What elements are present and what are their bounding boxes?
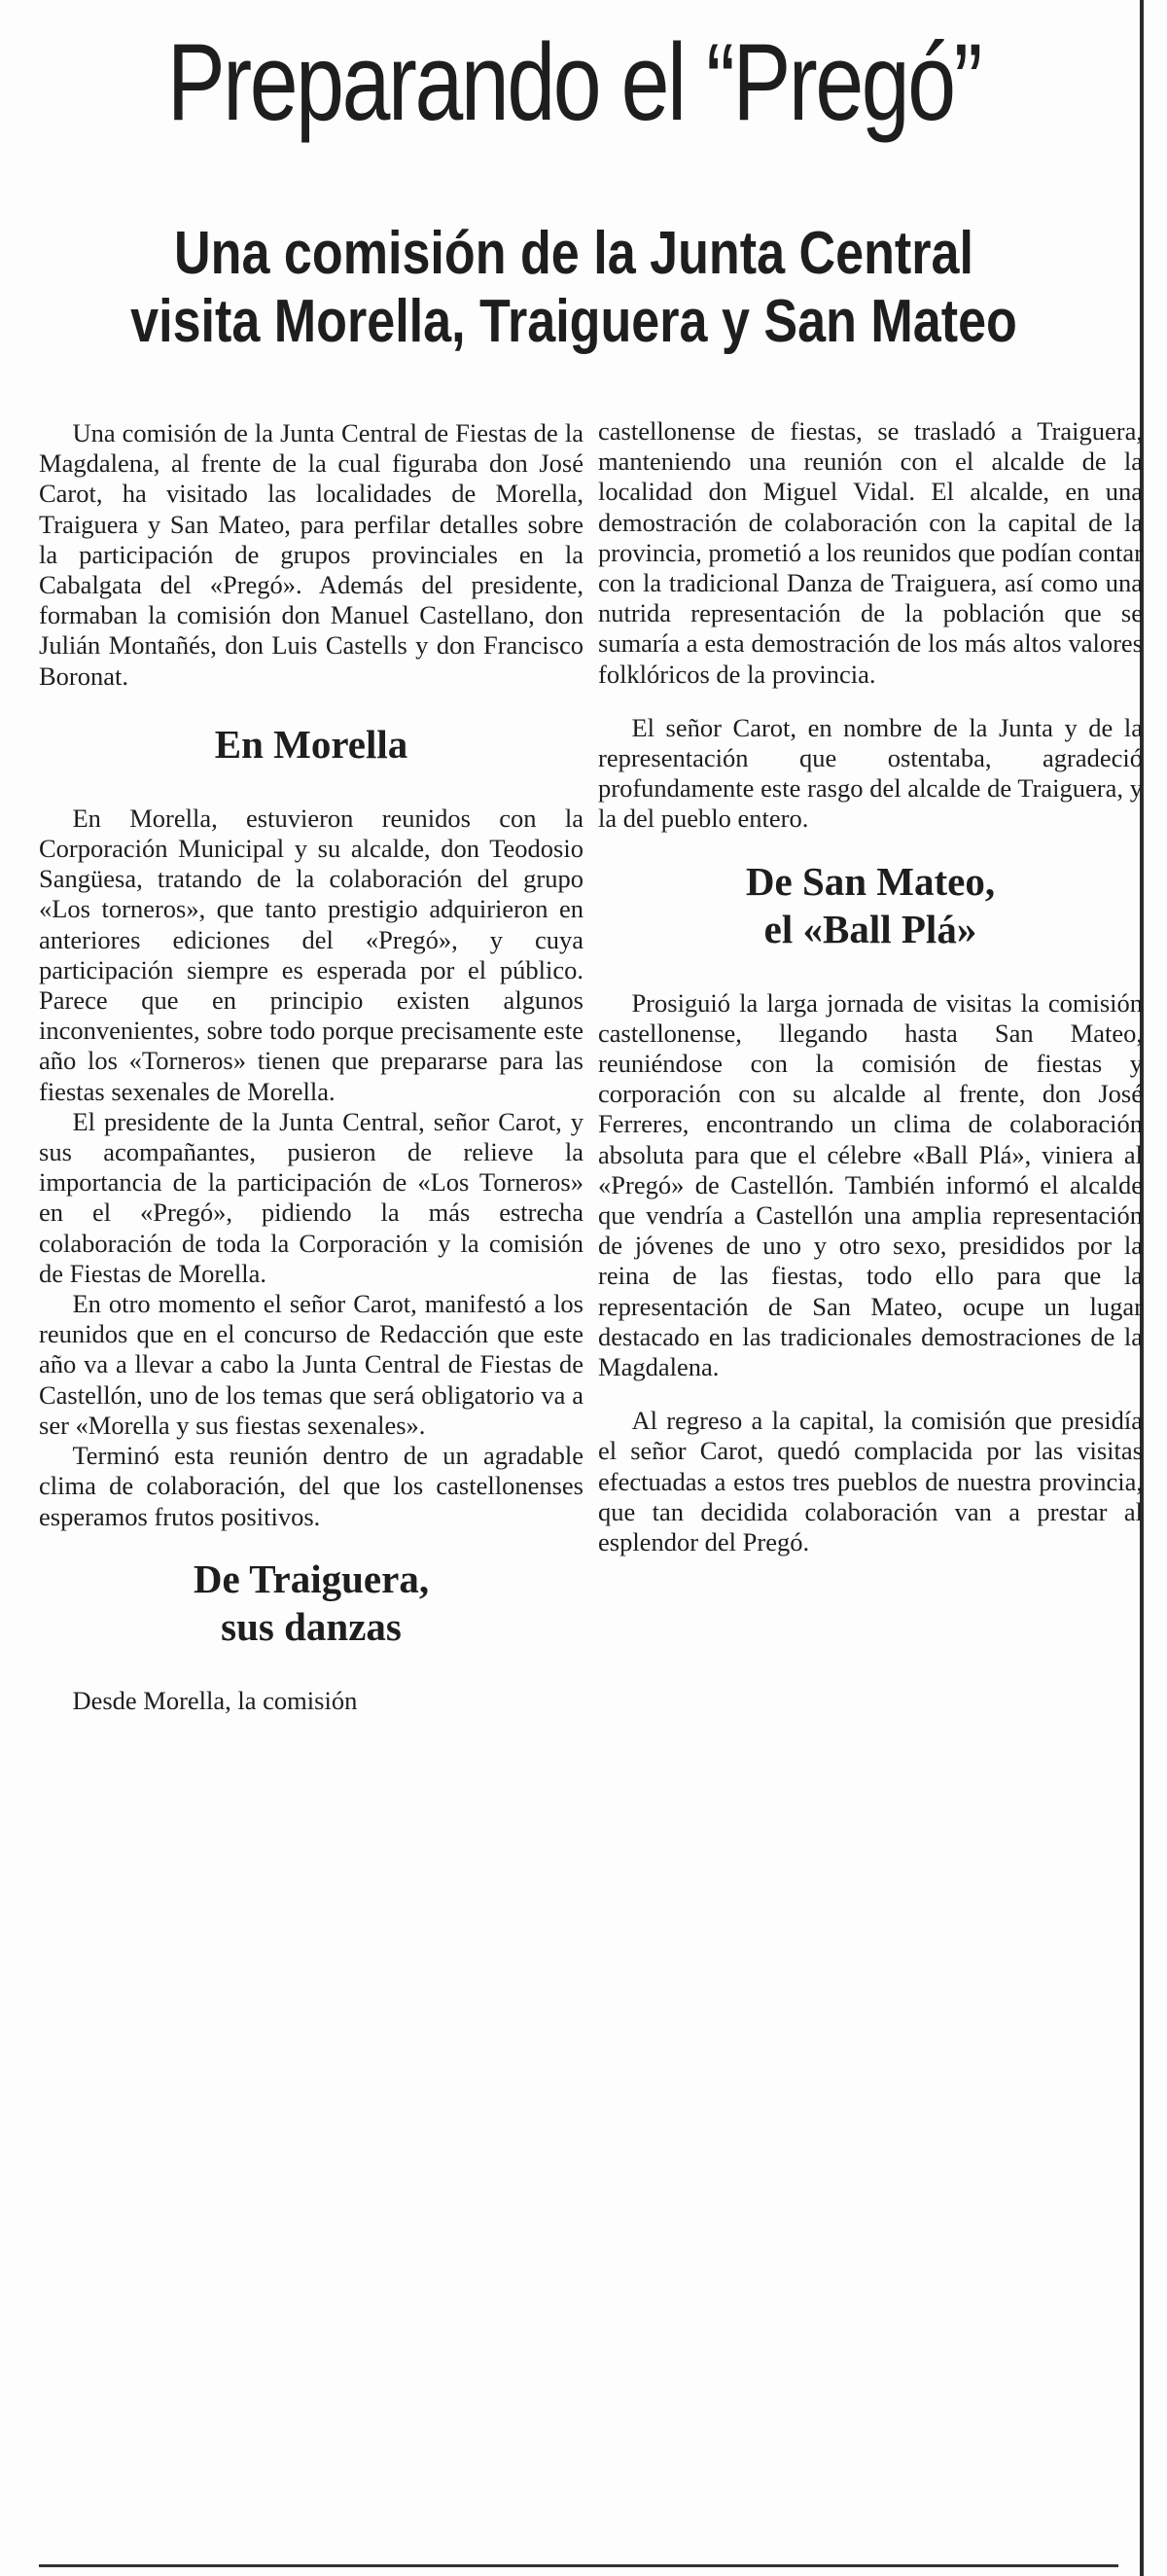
morella-paragraph-1: En Morella, estuvieron reunidos con la Corporación Municipal y su alcalde, don Teodosio Sangüesa, tratando de la colaboración del grupo «Los torneros», que tanto prestigio adquirieron en anteriores ediciones del «Pregó», y cuya participación siempre es esperada por el público. Parece que en principio existen algunos inconvenientes, sobre todo porque precisamente este año los «Torneros» tienen que prepararse para las fiestas sexenales de Morella. [39,803,584,1106]
traiguera-heading-line-1: De Traiguera, [193,1556,430,1601]
san-mateo-heading-line-2: el «Ball Plá» [763,906,977,951]
section-heading-morella: En Morella [214,721,408,767]
san-mateo-heading-line-1: De San Mateo, [745,858,996,904]
morella-paragraph-2: El presidente de la Junta Central, señor Carot, y sus acompañantes, pusieron de relieve la importancia de la participación de «Los Torneros» en el «Pregó», pidiendo la más estrecha colaboración de toda la Corporación y la comisión de Fiestas de Morella. [39,1106,584,1288]
subheadline-line-2: visita Morella, Traiguera y San Mateo [130,288,1017,355]
bottom-rule [39,2564,1118,2567]
traiguera-heading-line-2: sus danzas [221,1603,402,1649]
san-mateo-paragraph-1: Prosiguió la larga jornada de visitas la comisión castellonense, llegando hasta San Mateo, reuniéndose con la comisión de fiestas y corporación con su alcalde al frente, don José Ferreres, encontrando un clima de colaboración absoluta para que el célebre «Ball Plá», viniera al «Pregó» de Castellón. También informó el alcalde que vendría a Castellón una amplia representación de jóvenes de uno y otro sexo, presididos por la reina de las fiestas, todo ello para que la representación de San Mateo, ocupe un lugar destacado en las tradicionales demostraciones de la Magdalena. [598,987,1143,1382]
traiguera-paragraph-start: Desde Morella, la comisión [72,1685,358,1715]
section-heading-traiguera [39,1556,584,1651]
subheadline [117,220,1032,356]
san-mateo-paragraph-2: Al regreso a la capital, la comisión que presidía el señor Carot, quedó complacida por las visitas efectuadas a estos tres pueblos de nuestra provincia, que tan decidida colaboración van a prestar al esplendor del Pregó. [598,1406,1143,1557]
left-column [39,418,584,1716]
carot-thanks-paragraph: El señor Carot, en nombre de la Junta y de la representación que ostentaba, agradeció profundamente este rasgo del alcalde de Traiguera, y la del pueblo entero. [598,712,1143,834]
subheadline-line-1: Una comisión de la Junta Central [174,220,973,287]
right-column [598,416,1143,1557]
intro-paragraph: Una comisión de la Junta Central de Fiestas de la Magdalena, al frente de la cual figuraba don José Carot, ha visitado las localidades de Morella, Traiguera y San Mateo, para perfilar detalles sobre la participación de grupos provinciales en la Cabalgata del «Pregó». Además del presidente, formaban la comisión don Manuel Castellano, don Julián Montañés, don Luis Castells y don Francisco Boronat. [39,418,584,691]
morella-paragraph-3: En otro momento el señor Carot, manifestó a los reunidos que en el concurso de Redacción que este año va a llevar a cabo la Junta Central de Fiestas de Castellón, uno de los temas que será obligatorio va a ser «Morella y sus fiestas sexenales». [39,1289,584,1440]
section-heading-san-mateo [598,858,1143,953]
traiguera-continuation: castellonense de fiestas, se trasladó a Traiguera, manteniendo una reunión con el alcalde de la localidad don Miguel Vidal. El alcalde, en una demostración de colaboración con la capital de la provincia, prometió a los reunidos que podían contar con la tradicional Danza de Traiguera, así como una nutrida representación de la población que se sumaría a esta demostración de los más altos valores folklóricos de la provincia. [598,416,1143,689]
morella-paragraph-4: Terminó esta reunión dentro de un agradable clima de colaboración, del que los castellonenses esperamos frutos positivos. [39,1441,584,1531]
headline: Preparando el “Pregó” [166,21,981,143]
